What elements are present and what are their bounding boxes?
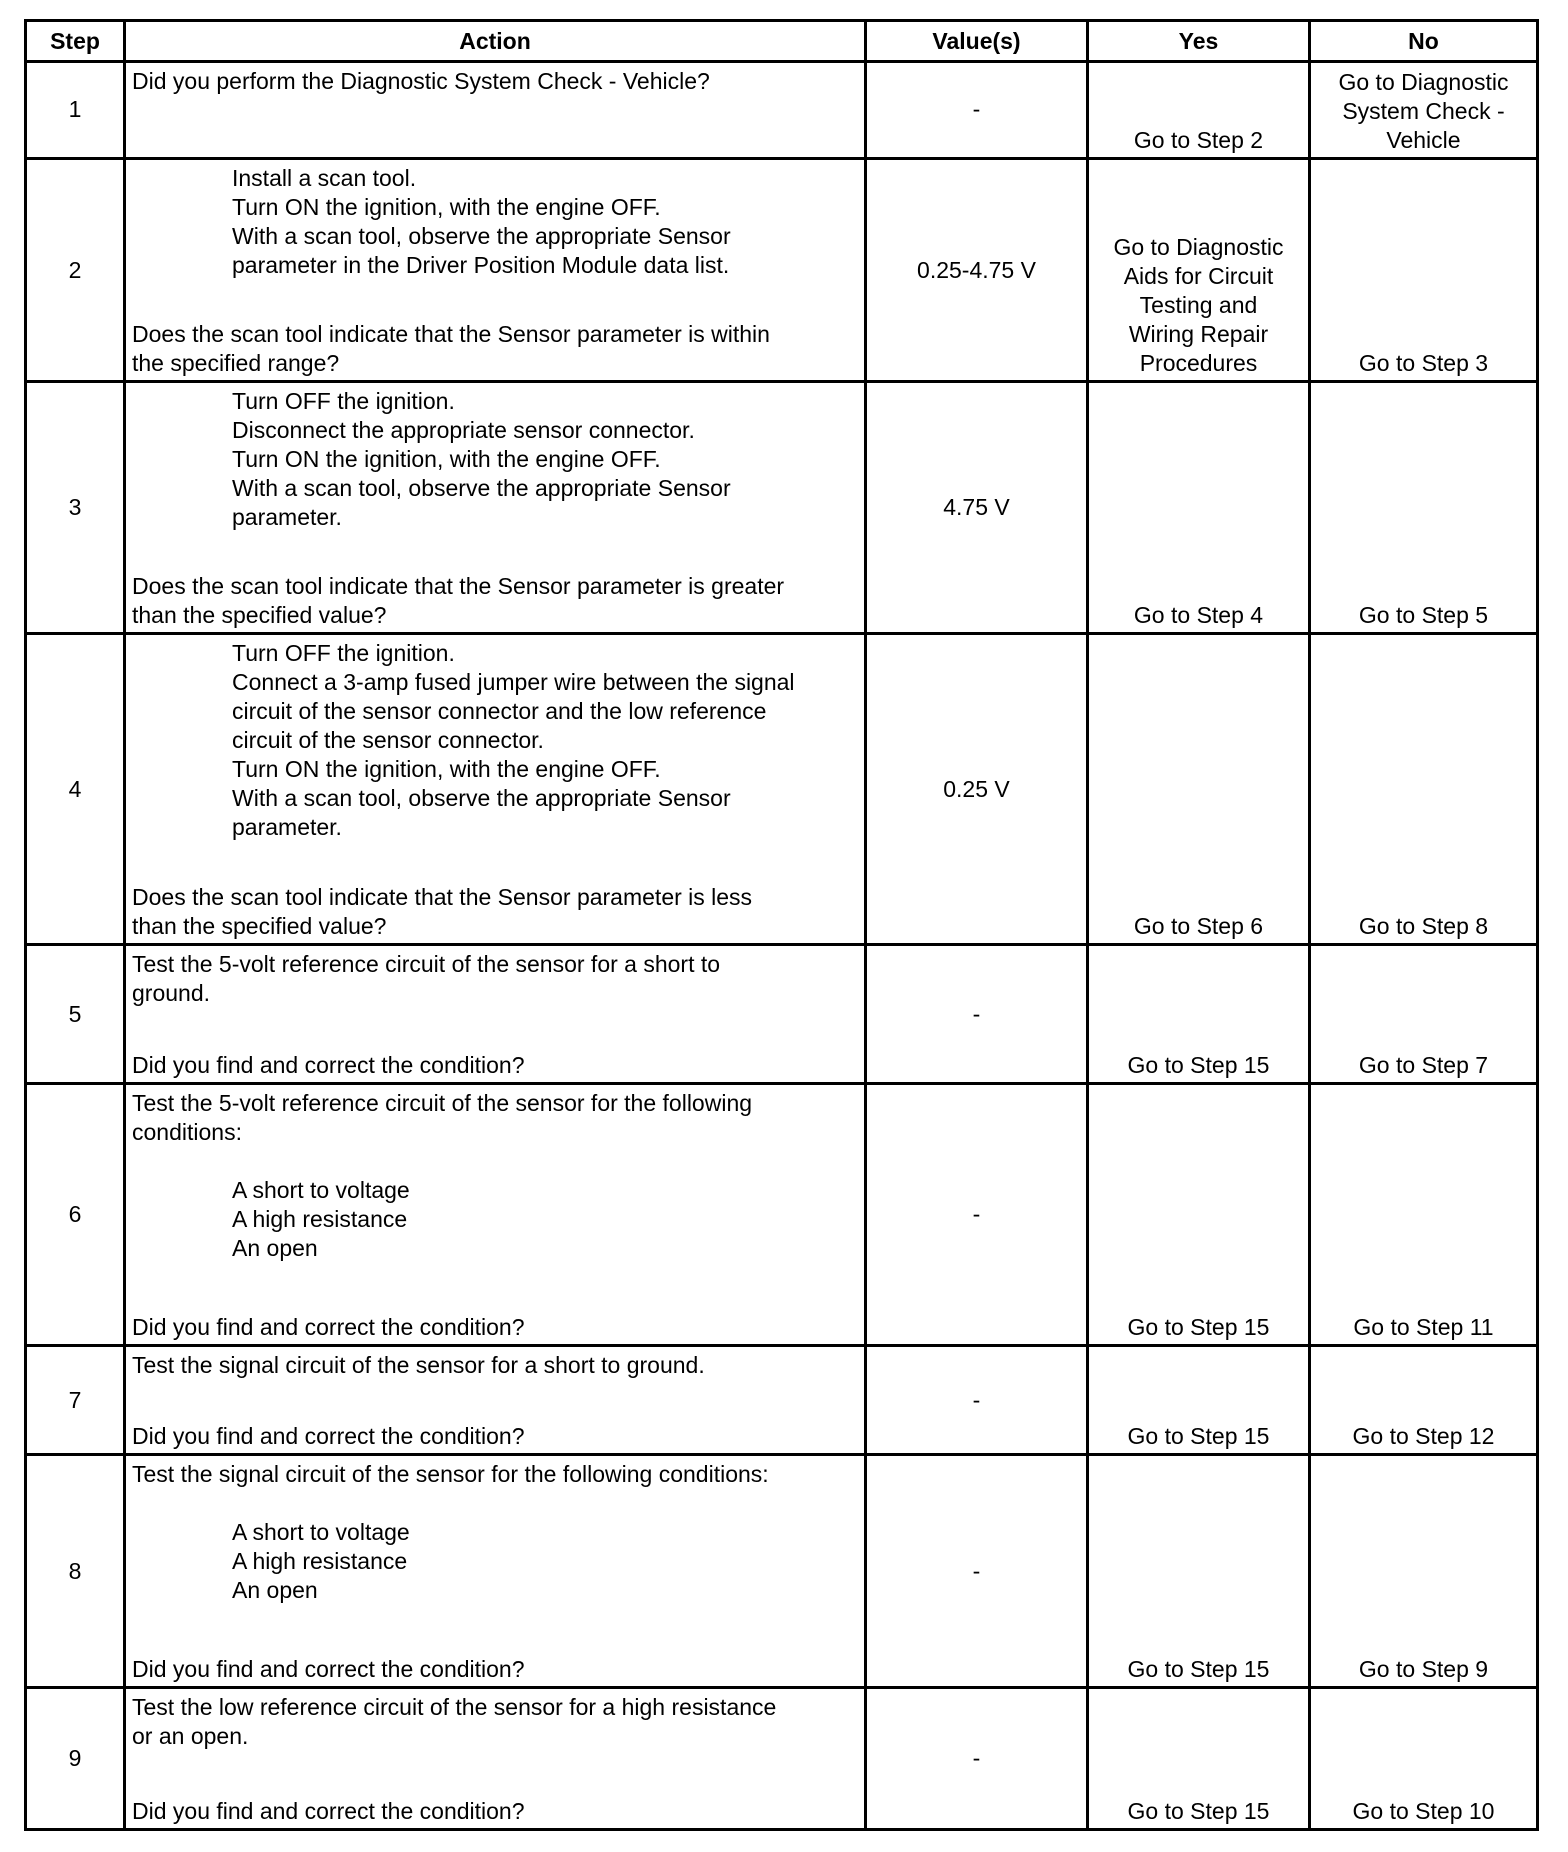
- action-question: [132, 572, 858, 630]
- no-answer: [1311, 1456, 1536, 1686]
- spacer: [132, 1489, 858, 1518]
- no-answer-line: Go to Diagnostic: [1338, 68, 1509, 95]
- yes-answer: [1089, 1456, 1308, 1686]
- header-row: [26, 21, 1538, 62]
- action-instructions: [132, 67, 858, 96]
- action-question: [132, 1313, 858, 1342]
- yes-answer-line: Testing and: [1139, 292, 1258, 319]
- action-list-item: With a scan tool, observe the appropriate Sensor: [232, 222, 731, 249]
- action-cell: [125, 1455, 866, 1688]
- action-question: [132, 1797, 858, 1826]
- no-cell: [1310, 1083, 1538, 1346]
- no-answer-line: Go to Step 11: [1353, 1314, 1494, 1341]
- table-row: [26, 1083, 1538, 1346]
- step-number: 7: [26, 1346, 125, 1455]
- action-question-line: Does the scan tool indicate that the Sensor parameter is less: [132, 884, 753, 911]
- yes-answer-line: Go to Step 15: [1127, 1314, 1270, 1341]
- yes-cell: [1088, 1083, 1310, 1346]
- action-question-line: Does the scan tool indicate that the Sensor parameter is within: [132, 321, 770, 348]
- no-answer: [1311, 63, 1536, 157]
- yes-answer-line: Go to Step 15: [1127, 1423, 1270, 1450]
- action-instructions: [132, 1089, 858, 1263]
- action-list-item: Turn ON the ignition, with the engine OFF.: [232, 446, 661, 473]
- action-question-line: Did you find and correct the condition?: [132, 1051, 525, 1078]
- no-cell: [1310, 62, 1538, 159]
- action-text-line: Test the low reference circuit of the sensor for a high resistance: [132, 1694, 777, 1721]
- no-answer-line: Vehicle: [1386, 126, 1461, 153]
- action-question-line: the specified range?: [132, 350, 340, 377]
- action-question-line: Did you find and correct the condition?: [132, 1314, 525, 1341]
- no-answer: [1311, 1085, 1536, 1345]
- action-instructions: [132, 639, 858, 842]
- action-content: [126, 1085, 864, 1345]
- yes-answer-line: Go to Step 15: [1127, 1656, 1270, 1683]
- value-cell: 0.25 V: [866, 634, 1088, 945]
- no-cell: [1310, 1688, 1538, 1830]
- action-list-item: circuit of the sensor connector.: [232, 727, 544, 754]
- action-text-line: Did you perform the Diagnostic System Check - Vehicle?: [132, 68, 710, 94]
- yes-answer: [1089, 946, 1308, 1081]
- header-action: Action: [125, 21, 866, 62]
- no-answer: [1311, 383, 1536, 632]
- no-cell: [1310, 1455, 1538, 1688]
- yes-answer-line: Go to Step 15: [1127, 1051, 1270, 1078]
- action-cell: [125, 1688, 866, 1830]
- step-number: 5: [26, 945, 125, 1083]
- no-cell: [1310, 634, 1538, 945]
- action-content: [126, 160, 864, 381]
- action-list-item: parameter.: [232, 504, 342, 531]
- action-list-item: A high resistance: [232, 1205, 408, 1232]
- yes-answer: [1089, 1689, 1308, 1828]
- action-cell: [125, 945, 866, 1083]
- value-cell: -: [866, 1688, 1088, 1830]
- action-question: [132, 1051, 858, 1080]
- action-instructions: [132, 950, 858, 1008]
- action-list-item: Connect a 3-amp fused jumper wire between the signal: [232, 669, 795, 696]
- action-cell: [125, 1083, 866, 1346]
- yes-cell: [1088, 945, 1310, 1083]
- no-cell: [1310, 382, 1538, 634]
- action-list-item: Turn ON the ignition, with the engine OFF.: [232, 756, 661, 783]
- action-list-item: Turn OFF the ignition.: [232, 640, 455, 667]
- yes-answer-line: Go to Step 2: [1133, 126, 1264, 153]
- action-instructions: [132, 387, 858, 532]
- action-text-line: conditions:: [132, 1118, 242, 1145]
- no-answer-line: System Check -: [1342, 97, 1505, 124]
- yes-cell: [1088, 382, 1310, 634]
- action-question: [132, 320, 858, 378]
- yes-answer: [1089, 1085, 1308, 1345]
- action-content: [126, 635, 864, 943]
- no-answer-line: Go to Step 3: [1358, 350, 1489, 377]
- yes-cell: [1088, 158, 1310, 382]
- action-cell: [125, 1346, 866, 1455]
- action-cell: [125, 62, 866, 159]
- action-text-line: Test the signal circuit of the sensor for the following conditions:: [132, 1461, 769, 1488]
- action-content: [126, 1689, 864, 1828]
- table-row: [26, 382, 1538, 634]
- action-list-item: With a scan tool, observe the appropriate Sensor: [232, 475, 731, 502]
- action-list-item: An open: [232, 1577, 318, 1604]
- step-number: 6: [26, 1083, 125, 1346]
- yes-cell: [1088, 62, 1310, 159]
- header-no: No: [1310, 21, 1538, 62]
- yes-answer-line: Go to Step 6: [1133, 913, 1264, 940]
- action-instructions: [132, 1460, 858, 1605]
- action-question-line: Did you find and correct the condition?: [132, 1798, 525, 1824]
- action-question: [132, 883, 858, 941]
- step-number: 3: [26, 382, 125, 634]
- table-row: [26, 1346, 1538, 1455]
- action-list-item: A short to voltage: [232, 1176, 410, 1203]
- yes-answer-line: Procedures: [1139, 350, 1258, 377]
- yes-answer-line: Go to Diagnostic: [1113, 234, 1284, 261]
- no-answer-line: Go to Step 12: [1352, 1423, 1495, 1450]
- no-answer-line: Go to Step 5: [1358, 602, 1489, 629]
- no-cell: [1310, 1346, 1538, 1455]
- action-content: [126, 1456, 864, 1686]
- yes-answer: [1089, 1347, 1308, 1453]
- value-cell: -: [866, 62, 1088, 159]
- no-cell: [1310, 158, 1538, 382]
- action-question: [132, 1655, 858, 1684]
- yes-answer-line: Go to Step 4: [1133, 602, 1264, 629]
- action-content: [126, 1347, 864, 1453]
- no-answer-line: Go to Step 9: [1358, 1656, 1489, 1683]
- header-values: Value(s): [866, 21, 1088, 62]
- header-yes: Yes: [1088, 21, 1310, 62]
- table-row: [26, 945, 1538, 1083]
- no-answer: [1311, 635, 1536, 943]
- action-list-item: parameter.: [232, 814, 342, 841]
- action-instructions: [132, 164, 858, 280]
- action-list-item: parameter in the Driver Position Module data list.: [232, 251, 730, 278]
- value-cell: 0.25-4.75 V: [866, 158, 1088, 382]
- yes-answer-line: Aids for Circuit: [1123, 263, 1274, 290]
- value-cell: 4.75 V: [866, 382, 1088, 634]
- value-cell: -: [866, 1083, 1088, 1346]
- action-question-line: Does the scan tool indicate that the Sensor parameter is greater: [132, 573, 785, 600]
- no-answer-line: Go to Step 7: [1358, 1051, 1489, 1078]
- no-answer: [1311, 1689, 1536, 1828]
- action-text-line: Test the signal circuit of the sensor for a short to ground.: [132, 1352, 705, 1379]
- header-step: Step: [26, 21, 125, 62]
- action-cell: [125, 634, 866, 945]
- yes-cell: [1088, 1346, 1310, 1455]
- action-list-item: An open: [232, 1234, 318, 1261]
- action-list-item: circuit of the sensor connector and the low reference: [232, 698, 767, 725]
- yes-cell: [1088, 1455, 1310, 1688]
- table-row: [26, 1455, 1538, 1688]
- no-cell: [1310, 945, 1538, 1083]
- value-cell: -: [866, 1346, 1088, 1455]
- step-number: 1: [26, 62, 125, 159]
- step-number: 2: [26, 158, 125, 382]
- no-answer: [1311, 160, 1536, 381]
- action-list-item: Turn OFF the ignition.: [232, 388, 455, 415]
- step-number: 4: [26, 634, 125, 945]
- action-instructions: [132, 1693, 858, 1751]
- spacer: [132, 1147, 858, 1176]
- action-text-line: Test the 5-volt reference circuit of the sensor for the following: [132, 1089, 753, 1116]
- action-content: [126, 63, 864, 157]
- value-cell: -: [866, 945, 1088, 1083]
- diagnostic-table: [24, 19, 1539, 1831]
- table-body: [26, 62, 1538, 1830]
- action-question-line: than the specified value?: [132, 913, 387, 940]
- action-cell: [125, 382, 866, 634]
- no-answer: [1311, 946, 1536, 1081]
- action-list-item: Disconnect the appropriate sensor connector.: [232, 417, 695, 444]
- yes-cell: [1088, 1688, 1310, 1830]
- step-number: 8: [26, 1455, 125, 1688]
- yes-answer: [1089, 383, 1308, 632]
- value-cell: -: [866, 1455, 1088, 1688]
- yes-answer-line: Wiring Repair: [1128, 321, 1269, 348]
- action-question-line: Did you find and correct the condition?: [132, 1656, 525, 1683]
- no-answer-line: Go to Step 10: [1352, 1798, 1495, 1824]
- action-list-item: Install a scan tool.: [232, 164, 417, 191]
- action-text-line: Test the 5-volt reference circuit of the sensor for a short to: [132, 951, 721, 978]
- yes-cell: [1088, 634, 1310, 945]
- action-list-item: A short to voltage: [232, 1519, 410, 1546]
- no-answer-line: Go to Step 8: [1358, 913, 1489, 940]
- table-row: [26, 62, 1538, 159]
- table-row: [26, 158, 1538, 382]
- yes-answer-line: Go to Step 15: [1127, 1798, 1270, 1824]
- yes-answer: [1089, 635, 1308, 943]
- action-question-line: Did you find and correct the condition?: [132, 1423, 525, 1450]
- yes-answer: [1089, 63, 1308, 157]
- action-question-line: than the specified value?: [132, 602, 387, 629]
- action-instructions: [132, 1351, 858, 1380]
- action-list-item: Turn ON the ignition, with the engine OFF.: [232, 193, 661, 220]
- action-list-item: A high resistance: [232, 1548, 408, 1575]
- action-list-item: With a scan tool, observe the appropriate Sensor: [232, 785, 731, 812]
- action-content: [126, 383, 864, 632]
- table-row: [26, 634, 1538, 945]
- diagnostic-table-container: [24, 19, 1536, 1831]
- action-content: [126, 946, 864, 1081]
- action-text-line: ground.: [132, 980, 211, 1007]
- table-row: [26, 1688, 1538, 1830]
- action-cell: [125, 158, 866, 382]
- no-answer: [1311, 1347, 1536, 1453]
- yes-answer: [1089, 160, 1308, 381]
- action-question: [132, 1422, 858, 1451]
- step-number: 9: [26, 1688, 125, 1830]
- action-text-line: or an open.: [132, 1723, 249, 1750]
